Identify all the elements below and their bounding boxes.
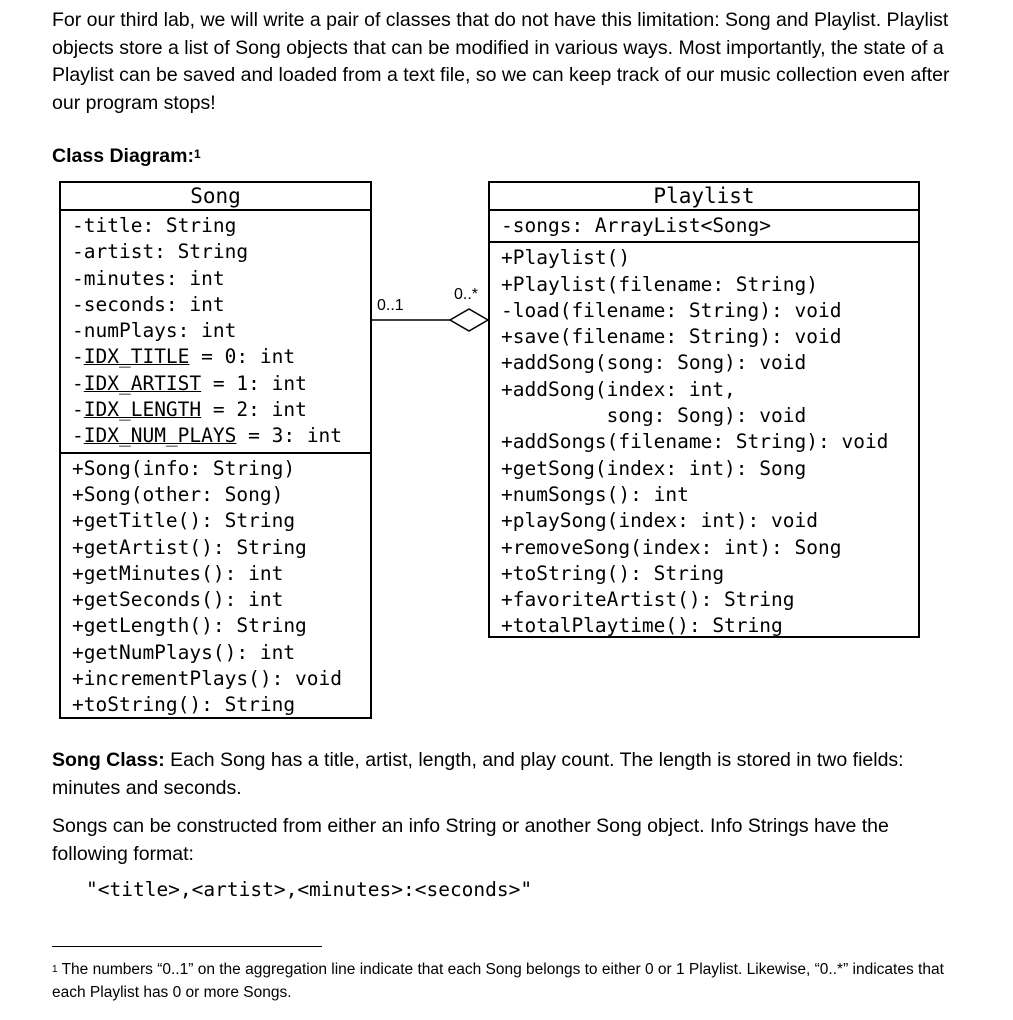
- info-string-format: "<title>,<artist>,<minutes>:<seconds>": [86, 878, 533, 901]
- static-field-rest: = 3: int: [236, 424, 343, 448]
- playlist-method: +toString(): String: [501, 561, 725, 585]
- playlist-method: +favoriteArtist(): String: [501, 588, 795, 612]
- song-method: +getTitle(): String: [72, 509, 296, 533]
- playlist-method: +totalPlaytime(): String: [501, 614, 783, 638]
- song-method: +getSeconds(): int: [72, 588, 284, 612]
- song-static-field: [72, 397, 370, 423]
- song-class-description: [52, 747, 952, 802]
- playlist-method: +addSong(index: int,: [501, 377, 736, 401]
- playlist-methods: [490, 243, 918, 641]
- static-field-prefix: -: [72, 424, 84, 448]
- song-class-box: [59, 181, 372, 719]
- song-constructor-description: Songs can be constructed from either an info String or another Song object. Info Strings have the following format:: [52, 815, 889, 865]
- static-field-name: IDX_ARTIST: [83, 371, 202, 395]
- song-field: -title: String: [72, 214, 237, 237]
- song-multiplicity: 0..1: [377, 297, 404, 314]
- playlist-method: +playSong(index: int): void: [501, 509, 818, 533]
- playlist-method: +removeSong(index: int): Song: [501, 535, 842, 559]
- class-diagram-heading: [52, 143, 952, 171]
- song-field: -numPlays: int: [72, 319, 237, 343]
- footnote-mark: 1: [193, 147, 201, 161]
- song-class-text: Each Song has a title, artist, length, and play count. The length is stored in two fields: minutes and seconds.: [52, 749, 904, 799]
- song-method: +Song(other: Song): [72, 482, 284, 506]
- static-field-name: IDX_LENGTH: [83, 398, 202, 422]
- song-field: -artist: String: [72, 240, 249, 264]
- footnote-text: The numbers “0..1” on the aggregation line indicate that each Song belongs to either 0 or 1 Playlist. Likewise, “0..*” indicates that each Playlist has 0 or more Songs.: [52, 961, 944, 1001]
- intro-paragraph: For our third lab, we will write a pair of classes that do not have this limitation: Song and Playlist. Playlist objects store a list of Song objects that can be modified in various ways. Most importantly, the state of a Playlist can be saved and loaded from a text file, so we can keep track of our music collection even after our program stops!: [52, 9, 950, 114]
- song-static-field: [72, 371, 370, 397]
- playlist-method: +addSongs(filename: String): void: [501, 430, 889, 454]
- heading-text: Class Diagram:: [52, 145, 194, 167]
- song-methods: [61, 454, 370, 721]
- song-method: +incrementPlays(): void: [72, 667, 343, 691]
- playlist-method: +getSong(index: int): Song: [501, 456, 807, 480]
- static-field-prefix: -: [72, 345, 84, 369]
- playlist-method: -load(filename: String): void: [501, 298, 842, 322]
- song-method: +getMinutes(): int: [72, 561, 284, 585]
- static-field-rest: = 0: int: [189, 345, 296, 369]
- playlist-method: song: Song): void: [501, 404, 807, 428]
- static-field-name: IDX_NUM_PLAYS: [83, 424, 237, 448]
- static-field-prefix: -: [72, 398, 84, 422]
- playlist-method: +numSongs(): int: [501, 482, 689, 506]
- song-class-name: Song: [61, 183, 370, 211]
- song-class-label: Song Class:: [52, 749, 165, 771]
- playlist-multiplicity: 0..*: [454, 286, 479, 303]
- playlist-field: -songs: ArrayList<Song>: [501, 214, 772, 237]
- playlist-fields: [490, 211, 918, 243]
- song-static-field: [72, 423, 370, 449]
- playlist-method: +Playlist(filename: String): [501, 272, 818, 296]
- song-field: -seconds: int: [72, 292, 225, 316]
- song-method: +getNumPlays(): int: [72, 640, 296, 664]
- song-fields: [61, 211, 370, 454]
- footnote-number: 1: [52, 964, 58, 975]
- footnote: [52, 958, 952, 1004]
- static-field-name: IDX_TITLE: [83, 345, 190, 369]
- song-field: -minutes: int: [72, 266, 225, 290]
- aggregation-diamond-icon: [450, 309, 488, 331]
- static-field-rest: = 2: int: [201, 398, 307, 422]
- song-method: +getArtist(): String: [72, 535, 307, 559]
- song-static-field: [72, 344, 370, 370]
- static-field-prefix: -: [72, 371, 84, 395]
- playlist-method: +save(filename: String): void: [501, 325, 842, 349]
- song-method: +toString(): String: [72, 693, 296, 717]
- playlist-class-box: [488, 181, 920, 638]
- song-method: +getLength(): String: [72, 614, 307, 638]
- song-method: +Song(info: String): [72, 456, 296, 480]
- playlist-method: +Playlist(): [501, 246, 631, 270]
- static-field-rest: = 1: int: [201, 371, 307, 395]
- playlist-class-name: Playlist: [490, 183, 918, 211]
- playlist-method: +addSong(song: Song): void: [501, 351, 807, 375]
- footnote-divider: [52, 946, 322, 947]
